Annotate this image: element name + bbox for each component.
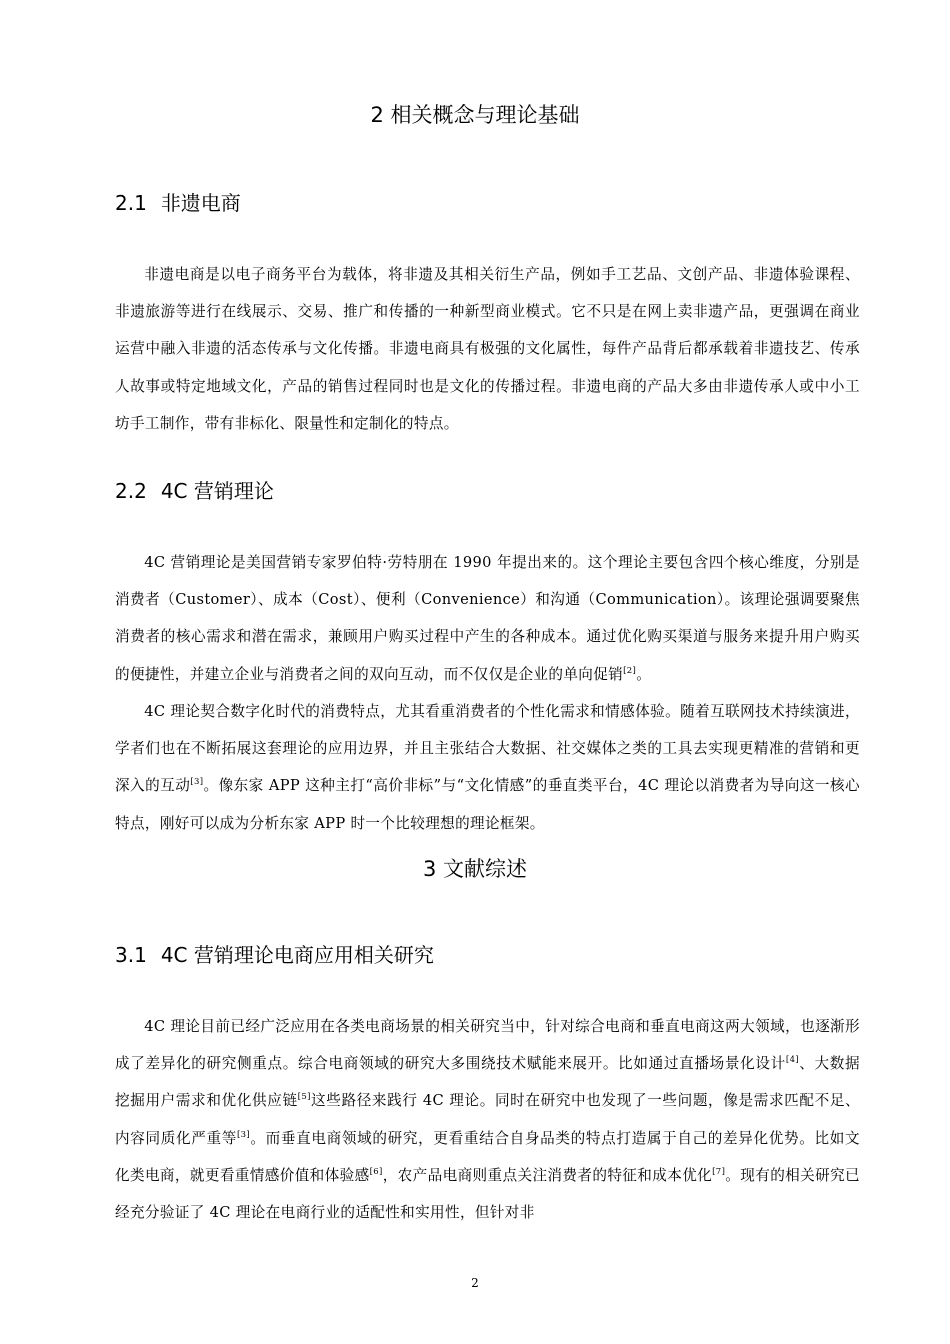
chapter-2-title: 2 相关概念与理论基础: [370, 103, 580, 127]
citation-marker: [4]: [785, 1055, 799, 1066]
section-2-2-title: 4C 营销理论: [160, 479, 274, 503]
paragraph-text: 4C 理论目前已经广泛应用在各类电商场景的相关研究当中，针对综合电商和垂直电商这两大领域，也逐渐形成了差异化的研究侧重点。综合电商领域的研究大多围绕技术赋能来展开。比如通过直播场景化设计: [115, 1018, 860, 1073]
chapter-3-title: 3 文献综述: [422, 857, 528, 881]
citation-marker: [7]: [712, 1166, 726, 1177]
paragraph-text: ，农产品电商则重点关注消费者的特征和成本优化: [382, 1166, 713, 1184]
citation-marker: [5]: [297, 1092, 311, 1103]
section-2-1-title: 非遗电商: [160, 191, 241, 215]
paragraph-text: 非遗电商是以电子商务平台为载体，将非遗及其相关衍生产品，例如手工艺品、文创产品、非遗体验课程、非遗旅游等进行在线展示、交易、推广和传播的一种新型商业模式。它不只是在网上卖非遗产品，更强调在商业运营中融入非遗的活态传承与文化传播。非遗电商具有极强的文化属性，每件产品背后都承载着非遗技艺、传承人故事或特定地域文化，产品的销售过程同时也是文化的传播过程。非遗电商的产品大多由非遗传承人或中小工坊手工制作，带有非标化、限量性和定制化的特点。: [115, 266, 860, 432]
paragraph-text: 、大数据挖掘用户需求和优化供应链: [115, 1055, 860, 1110]
section-3-1-number: 3.1: [115, 943, 147, 967]
section-3-1-title: 4C 营销理论电商应用相关研究: [160, 943, 434, 967]
paragraph: [115, 693, 860, 842]
section-2-2-number: 2.2: [115, 479, 147, 503]
paragraph-text: 。现有的相关研究已经充分验证了 4C 理论在电商行业的适配性和实用性，但针对非: [115, 1166, 861, 1222]
citation-marker: [2]: [623, 665, 637, 676]
citation-marker: [6]: [369, 1166, 383, 1177]
paragraph: [115, 1008, 860, 1231]
section-2-1-number: 2.1: [115, 191, 147, 215]
citation-marker: [3]: [236, 1129, 251, 1140]
section-2-2-heading: [115, 476, 274, 506]
section-2-1-heading: [115, 188, 241, 218]
paragraph-text: 。像东家 APP 这种主打“高价非标”与“文化情感”的垂直类平台，4C 理论以消费者为导向这一核心特点，刚好可以成为分析东家 APP 时一个比较理想的理论框架。: [115, 777, 860, 832]
paragraph-text: 这些路径来践行 4C 理论。同时在研究中也发现了一些问题，像是需求匹配不足、内容同质化严重等: [115, 1092, 860, 1147]
paragraph-text: 4C 理论契合数字化时代的消费特点，尤其看重消费者的个性化需求和情感体验。随着互联网技术持续演进，学者们也在不断拓展这套理论的应用边界，并且主张结合大数据、社交媒体之类的工具去实现更精准的营销和更深入的互动: [115, 703, 860, 795]
page-number: 2: [471, 1276, 479, 1290]
paragraph-text: 。而垂直电商领域的研究，更看重结合自身品类的特点打造属于自己的差异化优势。比如文化类电商，就更看重情感价值和体验感: [115, 1129, 860, 1184]
paragraph-text: 4C 营销理论是美国营销专家罗伯特·劳特朋在 1990 年提出来的。这个理论主要包含四个核心维度，分别是消费者（Customer）、成本（Cost）、便利（Convenience）和沟通（Communication）。该理论强调要聚焦消费者的核心需求和潜在需求，兼顾用户购买过程中产生的各种成本。通过优化购买渠道与服务来提升用户购买的便捷性，并建立企业与消费者之间的双向互动，而不仅仅是企业的单向促销: [115, 554, 860, 683]
paragraph: [115, 544, 860, 693]
citation-marker: [3]: [190, 777, 204, 788]
paragraph: [115, 256, 860, 442]
section-3-1-heading: [115, 940, 434, 970]
paragraph-text: 。: [636, 665, 652, 683]
